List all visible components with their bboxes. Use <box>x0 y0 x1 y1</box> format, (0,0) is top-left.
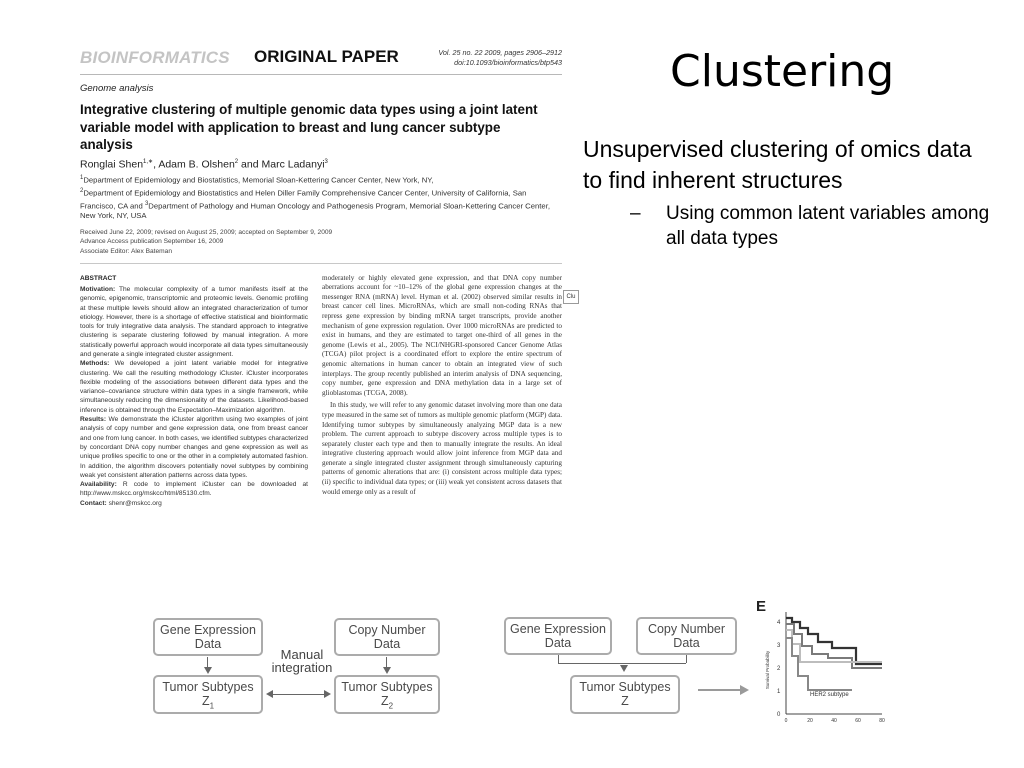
copy-number-box <box>636 617 737 655</box>
x-tick-label: 80 <box>879 718 885 724</box>
z2-label <box>336 694 438 714</box>
paper-dates <box>80 228 562 257</box>
paper-section: Genome analysis <box>80 83 154 94</box>
abstract-column <box>80 274 308 508</box>
survival-curve-her2 <box>786 638 852 690</box>
abstract-label: Results: <box>80 416 107 424</box>
author-1-sup: 1,∗ <box>143 158 154 165</box>
z-symbol: Z <box>380 694 389 708</box>
arrow-down-icon <box>383 667 391 674</box>
arrow-shaft <box>698 689 740 691</box>
x-tick-label: 20 <box>807 718 813 724</box>
y-tick-label: 0 <box>777 712 781 718</box>
received-line: Received June 22, 2009; revised on August 25, 2009; accepted on September 9, 2009 <box>80 228 333 236</box>
doi-line: doi:10.1093/bioinformatics/btp543 <box>454 58 562 67</box>
access-line: Advance Access publication September 16, 2009 <box>80 238 224 246</box>
tumor-subtypes-z2-box <box>334 675 440 714</box>
box-sublabel: Data <box>194 637 222 651</box>
affil-2-sup: 2 <box>80 187 84 194</box>
intro-paragraph: In this study, we will refer to any genomic dataset involving more than one data type measured in the same set of tumors as multiple genomic platform (MGP) data. Identifying tumor subtypes by simultaneously analyzing MGP data is a new problem. The current approach to subtype discovery across multiple types is to separately cluster each type and then to manually integrate the results. An ideal integrative clustering approach would allow joint inference from MGP data and generate a single integrated cluster assignment through simultaneously capturing patterns of genomic alterations that are: (i) consistent across multiple data types; (ii) specific to individual data types; or (iii) weak yet consistent across datasets that would emerge only as a result of <box>322 401 562 496</box>
arrow-right-icon <box>740 685 749 695</box>
tumor-subtypes-z-box <box>570 675 680 714</box>
gene-expression-box <box>153 618 263 656</box>
box-label: Tumor Subtypes <box>341 680 433 694</box>
abstract-paragraph <box>80 415 308 480</box>
copy-number-box <box>334 618 440 656</box>
author-2: , Adam B. Olshen <box>153 158 235 170</box>
abstract-paragraph <box>80 480 308 499</box>
box-label: Gene Expression <box>510 622 606 636</box>
paper-body <box>80 274 562 562</box>
tumor-subtypes-z1-box <box>153 675 263 714</box>
z-label: Z <box>621 694 629 708</box>
author-1: Ronglai Shen <box>80 158 144 170</box>
box-label: Copy Number <box>348 623 426 637</box>
y-tick-label: 4 <box>777 620 781 626</box>
paper-title: Integrative clustering of multiple genomic data types using a joint latent variable model with application to breast and lung cancer subtype analysis <box>80 102 538 152</box>
sub-bullet-dash: – <box>630 203 641 224</box>
arrow-right-icon <box>324 690 331 698</box>
y-axis-label: Survival Probability <box>765 650 770 690</box>
y-tick-label: 3 <box>777 643 781 649</box>
sub-bullet <box>630 201 990 251</box>
arrow-down-icon <box>620 665 628 672</box>
box-sublabel: Data <box>544 636 572 650</box>
affil-2: Department of Epidemiology and Biostatistics and Helen Diller Family Comprehensive Cancer Center, University of California, San Francisco, CA and <box>80 188 527 211</box>
integration-label-line: integration <box>271 660 333 675</box>
paper-header <box>80 44 562 75</box>
author-2-sup: 2 <box>234 158 239 165</box>
intro-column <box>322 274 562 498</box>
connector-line <box>558 663 686 664</box>
paper-divider <box>80 263 562 264</box>
arrow-down-icon <box>204 667 212 674</box>
abstract-text: R code to implement iCluster can be downloaded at http://www.mskcc.org/mskcc/html/85130.cfm. <box>80 481 308 498</box>
affil-1-sup: 1 <box>80 175 84 181</box>
panel-letter: E <box>756 598 767 615</box>
y-tick-label: 2 <box>777 666 781 672</box>
author-3-sup: 3 <box>324 158 328 165</box>
y-tick-label: 1 <box>777 689 781 695</box>
sub-bullet-text: Using common latent variables among all data types <box>666 203 990 249</box>
editor-line: Associate Editor: Alex Bateman <box>80 247 172 255</box>
abstract-label: Methods: <box>80 360 110 368</box>
box-label: Tumor Subtypes <box>579 680 671 694</box>
abstract-paragraph <box>80 285 308 359</box>
gene-expression-box <box>504 617 612 655</box>
affil-3-sup: 3 <box>144 200 149 207</box>
paper-excerpt-image <box>80 44 562 562</box>
arrow-shaft <box>272 694 324 695</box>
connector-line <box>558 655 559 663</box>
x-tick-label: 60 <box>855 718 861 724</box>
box-sublabel: Data <box>673 636 700 650</box>
z-symbol: Z <box>201 694 210 708</box>
abstract-text: The molecular complexity of a tumor manifests itself at the genomic, epigenomic, transcriptomic and proteomic levels. Genomic profiling at these multiple levels should allow an integrated characterization of tumor etiology. However, there is a shortage of effective statistical and bioinformatic tools for truly integrative data analysis. The standard approach to integrative clustering is separate clustering followed by manual integration. A more statistically powerful approach would incorporate all data types simultaneously and generate a single integrated cluster assignment. <box>80 285 308 358</box>
abstract-label: Contact: <box>80 499 107 507</box>
manual-integration-label <box>266 648 338 674</box>
survival-plot <box>752 598 888 728</box>
paper-affiliations <box>80 173 560 222</box>
bullet-point: Unsupervised clustering of omics data to find inherent structures <box>583 136 972 193</box>
abstract-text: We developed a joint latent variable model for integrative clustering. We call the resulting methodology iCluster. iCluster incorporates flexible modeling of the associations between different data types and the variance–covariance structure within data types in a single framework, while simultaneously reducing the dimensionality of the datasets. Likelihood-based inference is obtained through the Expectation–Maximization algorithm. <box>80 360 308 414</box>
connector-line <box>686 655 687 663</box>
box-label: Gene Expression <box>160 623 256 637</box>
author-3: and Marc Ladanyi <box>238 158 325 170</box>
abstract-label: Motivation: <box>80 285 116 293</box>
x-tick-label: 40 <box>831 718 837 724</box>
legend-her2-label: HER2 subtype <box>810 692 849 698</box>
volume-info <box>438 48 562 68</box>
affil-3: Department of Pathology and Human Oncology and Pathogenesis Program, Memorial Sloan-Kettering Cancer Center, New York, NY, USA <box>80 201 550 221</box>
abstract-paragraph <box>80 499 308 508</box>
z-subscript: 2 <box>388 701 394 711</box>
paper-type: ORIGINAL PAPER <box>254 47 399 66</box>
abstract-text: shenr@mskcc.org <box>106 499 162 507</box>
paper-authors <box>80 158 562 171</box>
x-tick-label: 0 <box>784 718 788 724</box>
volume-line: Vol. 25 no. 22 2009, pages 2906–2912 <box>438 48 562 57</box>
box-sublabel: Data <box>373 637 401 651</box>
z-subscript: 1 <box>209 701 215 711</box>
abstract-text: We demonstrate the iCluster algorithm using two examples of joint analysis of copy number and gene expression data, one from breast cancer and one from lung cancer. In both cases, we identified subtypes characterized by concordant DNA copy number changes and gene expression as well as unique profiles specific to one or the other in a completely automated fashion. In addition, the algorithm discovers potentially novel subtypes by combining weak yet consistent alteration patterns across data types. <box>80 416 308 479</box>
survival-plot-svg <box>752 598 888 728</box>
affil-1: Department of Epidemiology and Biostatistics, Memorial Sloan-Kettering Cancer Center, New York, NY, <box>83 175 434 185</box>
z1-label <box>155 694 261 714</box>
intro-paragraph: moderately or highly elevated gene expression, and that DNA copy number aberrations account for ~10–12% of the global gene expression changes at the messenger RNA (mRNA) level. Hyman et al. (2002) observed similar results in breast cancer cell lines. MicroRNAs, which are small non-coding RNAs that repress gene expression by binding mRNA target transcripts, provide another mechanism of gene expression regulation. Over 1000 microRNAs are predicted to exist in humans, and they are estimated to target one-third of all genes in the genome (Lewis et al., 2005). The NCI/NHGRI-sponsored Cancer Genome Atlas (TCGA) pilot project is a coordinated effort to explore the entire spectrum of genomic alternations in human cancer to obtain an integrated view of such interplays. The group recently published an interim analysis of DNA sequencing, copy number, gene expression and DNA methylation data in a large set of glioblastomas (TCGA, 2008). <box>322 273 562 397</box>
slide-title: Clustering <box>670 46 895 97</box>
abstract-label: Availability: <box>80 481 117 489</box>
abstract-heading: ABSTRACT <box>80 274 117 282</box>
abstract-paragraph <box>80 359 308 415</box>
box-label: Copy Number <box>647 622 726 636</box>
manual-label-line: Manual <box>280 647 324 662</box>
journal-name: BIOINFORMATICS <box>80 48 230 67</box>
box-label: Tumor Subtypes <box>162 680 254 694</box>
arrow-left-icon <box>266 690 273 698</box>
clipped-label: Clu <box>563 290 579 304</box>
